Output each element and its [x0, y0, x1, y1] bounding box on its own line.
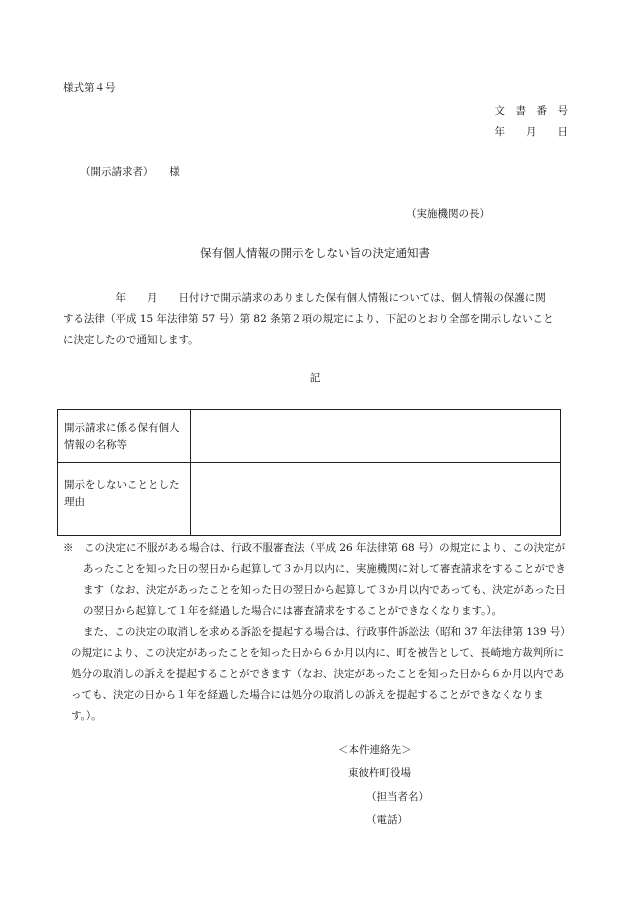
- note-lawsuit: また、この決定の取消しを求める訴訟を提起する場合は、行政事件訴訟法（昭和 37 年法律第 139 号）の規定により、この決定があったことを知った日から６か月以内に、町を被告として、長崎地方裁判所に処分の取消しの訴えを提起することができます（なお、決定があったことを知った日から６か月以内であっても、決定の日から１年を経過した場合には処分の取消しの訴えを提起することができなくなります。）。: [71, 626, 571, 722]
- body-paragraph: [63, 288, 568, 351]
- row-value-reason: [191, 463, 561, 536]
- contact-phone: （電話）: [366, 814, 408, 826]
- row-value-info-name: [191, 410, 561, 463]
- ki-label: 記: [309, 372, 321, 384]
- note-appeal: ※ この決定に不服がある場合は、行政不服審査法（平成 26 年法律第 68 号）の規定により、この決定があったことを知った日の翌日から起算して３か月以内に、実施機関に対して審査請求をすることができます（なお、決定があったことを知った日の翌日から起算して３か月以内であっても、決定があった日の翌日から起算して１年を経過した場合には審査請求をすることができなくなります。）。: [63, 542, 566, 617]
- contact-person: （担当者名）: [366, 791, 429, 803]
- body-line-1: 年 月 日付けで開示請求のありました保有個人情報については、個人情報の保護に関: [63, 292, 546, 304]
- sender: （実施機関の長）: [406, 208, 490, 220]
- date-line: 年 月 日: [494, 126, 568, 138]
- body-line-2: する法律（平成 15 年法律第 57 号）第 82 条第２項の規定により、下記のとおり全部を開示しないこと: [63, 313, 554, 325]
- table-row: [58, 410, 561, 463]
- row-label-info-name: 開示請求に係る保有個人情報の名称等: [58, 410, 191, 463]
- form-number: 様式第４号: [63, 82, 116, 94]
- contact-office: 東彼杵町役場: [348, 767, 411, 779]
- notes: [63, 538, 571, 727]
- table-row: [58, 463, 561, 536]
- row-label-reason: 開示をしないこととした理由: [58, 463, 191, 536]
- addressee: （開示請求者） 様: [80, 166, 180, 178]
- disclosure-table: [57, 409, 561, 536]
- document-number-label: 文 書 番 号: [494, 105, 568, 117]
- document-title: 保有個人情報の開示をしない旨の決定通知書: [200, 246, 430, 260]
- body-line-3: に決定したので通知します。: [63, 334, 199, 346]
- contact-heading: ＜本件連絡先＞: [338, 744, 412, 756]
